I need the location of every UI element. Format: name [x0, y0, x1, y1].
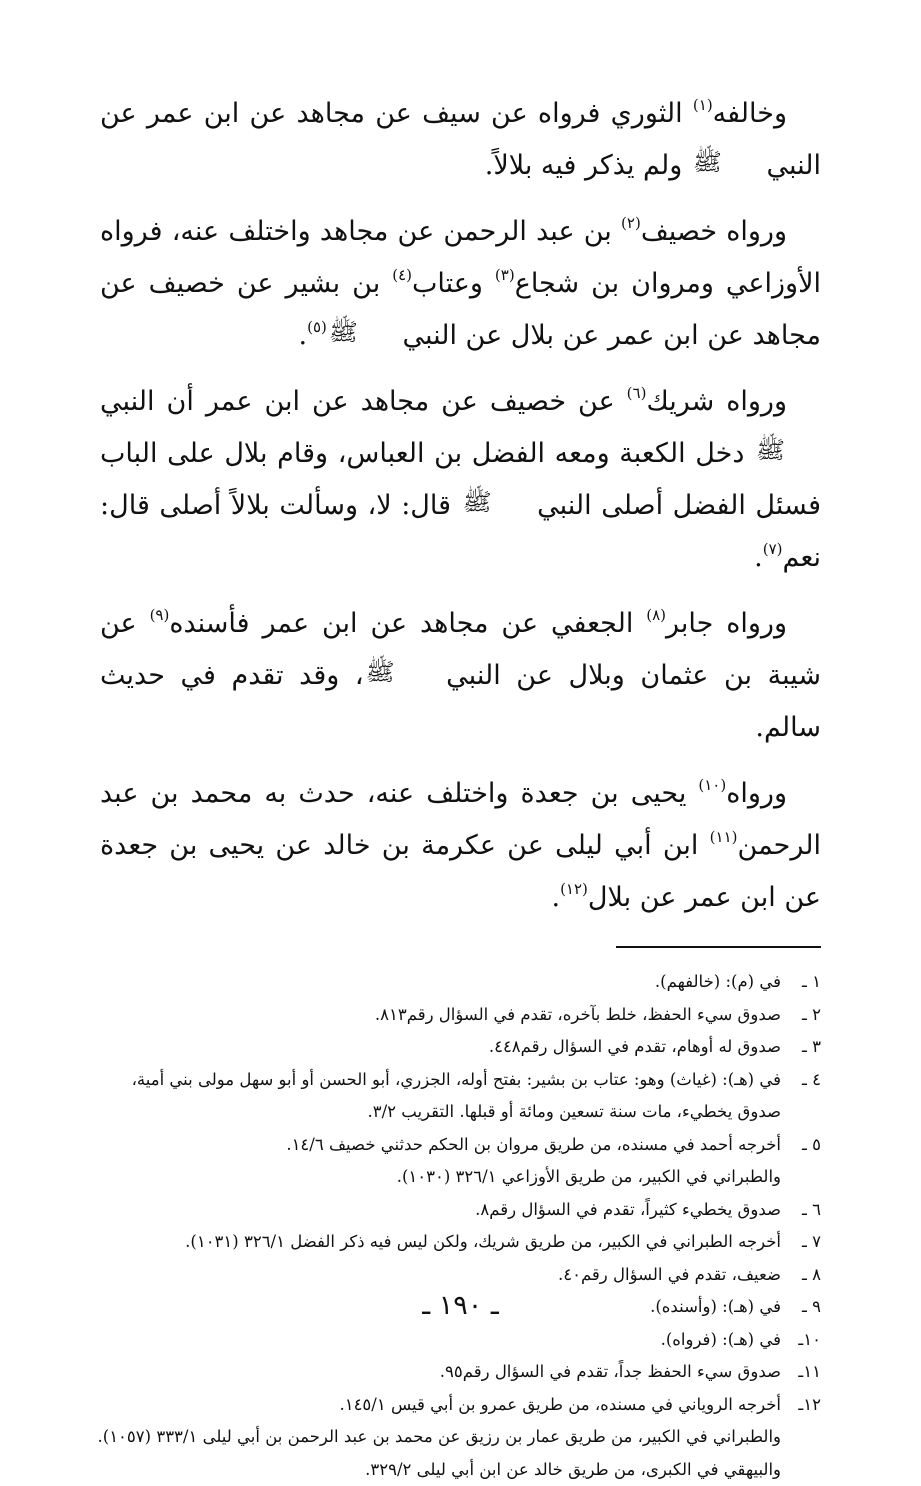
footnote-text — [100, 966, 781, 999]
footnote-line: صدوق يخطيء كثيراً، تقدم في السؤال رقم٨. — [100, 1194, 781, 1227]
footnote-number: ٨ ـ — [781, 1259, 821, 1292]
footnote-line: في (هـ): (غياث) وهو: عتاب بن بشير: بفتح أوله، الجزري، أبو الحسن أو أبو سهل مولى بني أمية، — [100, 1064, 781, 1097]
footnote-ref[interactable]: (٢) — [621, 214, 641, 232]
footnote-number: ٣ ـ — [781, 1031, 821, 1064]
footnote-text — [100, 1064, 781, 1129]
footnote-ref[interactable]: (٣) — [495, 266, 515, 284]
footnote-ref[interactable]: (٥) — [307, 318, 327, 336]
salawat-ligature: ﷺ — [756, 438, 819, 462]
footnote-line: في (هـ): (فرواه). — [100, 1324, 781, 1357]
footnote-ref[interactable]: (١) — [693, 96, 713, 114]
footnote-number: ١ ـ — [781, 966, 821, 999]
main-text — [100, 88, 821, 924]
paragraph-4: ورواه جابر$^{(٨)}$ الجعفي عن مجاهد عن ابن عمر فأسنده$^{(٩)}$ عن شيبة بن عثمان وبلال عن النبي ﷺ، وقد تقدم في حديث سالم. — [100, 598, 821, 754]
footnote-line: أخرجه أحمد في مسنده، من طريق مروان بن الحكم حدثني خصيف ١٤/٦. — [100, 1129, 781, 1162]
footnote-item — [100, 1259, 821, 1292]
footnote-item — [100, 999, 821, 1032]
footnote-divider — [616, 946, 821, 948]
footnote-line: في (هـ): (وأسنده). — [100, 1291, 781, 1324]
footnote-text — [100, 1129, 781, 1194]
footnote-item — [100, 1129, 821, 1194]
salawat-ligature: ﷺ — [463, 490, 526, 514]
footnote-item — [100, 1031, 821, 1064]
paragraph-5: ورواه$^{(١٠)}$ يحيى بن جعدة واختلف عنه، حدث به محمد بن عبد الرحمن$^{(١١)}$ ابن أبي ليلى عن عكرمة بن خالد عن يحيى بن جعدة عن ابن عمر عن بلال$^{(١٢)}$. — [100, 768, 821, 924]
footnote-ref[interactable]: (١٠) — [698, 776, 726, 794]
footnote-line: صدوق سيء الحفظ جداً، تقدم في السؤال رقم٩٥. — [100, 1356, 781, 1389]
footnote-ref[interactable]: (٧) — [763, 540, 783, 558]
footnote-line: أخرجه الطبراني في الكبير، من طريق شريك، ولكن ليس فيه ذكر الفضل ٣٢٦/١ (١٠٣١). — [100, 1226, 781, 1259]
footnote-ref[interactable]: (٨) — [646, 606, 666, 624]
footnote-line: أخرجه الروياني في مسنده، من طريق عمرو بن أبي قيس ١٤٥/١. — [98, 1389, 782, 1422]
salawat-ligature: ﷺ — [329, 320, 392, 344]
footnote-number: ٩ ـ — [781, 1291, 821, 1324]
footnote-line: في (م): (خالفهم). — [100, 966, 781, 999]
salawat-ligature: ﷺ — [366, 660, 429, 684]
footnote-ref[interactable]: (٤) — [392, 266, 412, 284]
footnote-text — [100, 1226, 781, 1259]
footnote-line: صدوق له أوهام، تقدم في السؤال رقم٤٤٨. — [100, 1031, 781, 1064]
footnote-text — [100, 1324, 781, 1357]
footnote-line: والطبراني في الكبير، من طريق عمار بن رزيق عن محمد بن عبد الرحمن بن أبي ليلى ٣٣٣/١ (١٠٥٧). — [98, 1421, 782, 1454]
paragraph-1: وخالفه$^{(١)}$ الثوري فرواه عن سيف عن مجاهد عن ابن عمر عن النبي ﷺ ولم يذكر فيه بلالاً. — [100, 88, 821, 192]
footnote-item — [100, 966, 821, 999]
footnote-item — [100, 1194, 821, 1227]
page-content — [100, 88, 821, 1486]
footnote-item — [100, 1389, 821, 1486]
footnote-text — [100, 1259, 781, 1292]
footnote-number: ١٠ـ — [781, 1324, 821, 1357]
footnote-number: ٧ ـ — [781, 1226, 821, 1259]
page-number: ـ ١٩٠ ـ — [0, 1290, 921, 1321]
salawat-ligature: ﷺ — [693, 150, 756, 174]
footnote-line: والطبراني في الكبير، من طريق الأوزاعي ٣٢٦/١ (١٠٣٠). — [100, 1161, 781, 1194]
footnote-text — [100, 1031, 781, 1064]
paragraph-3: ورواه شريك$^{(٦)}$ عن خصيف عن مجاهد عن ابن عمر أن النبي ﷺ دخل الكعبة ومعه الفضل بن العباس، وقام بلال على الباب فسئل الفضل أصلى النبي ﷺ قال: لا، وسألت بلالاً أصلى قال: نعم$^{(٧)}$. — [100, 376, 821, 584]
footnote-text — [100, 999, 781, 1032]
footnote-item — [100, 1226, 821, 1259]
footnote-text — [98, 1389, 782, 1486]
footnote-number: ١٢ـ — [781, 1389, 821, 1422]
footnote-ref[interactable]: (١١) — [710, 828, 738, 846]
footnote-item — [100, 1324, 821, 1357]
footnote-number: ٦ ـ — [781, 1194, 821, 1227]
footnote-number: ٢ ـ — [781, 999, 821, 1032]
footnote-number: ١١ـ — [781, 1356, 821, 1389]
footnotes — [100, 966, 821, 1486]
footnote-text — [100, 1194, 781, 1227]
footnote-number: ٤ ـ — [781, 1064, 821, 1097]
footnote-line: والبيهقي في الكبرى، من طريق خالد عن ابن أبي ليلى ٣٢٩/٢. — [98, 1454, 782, 1486]
footnote-ref[interactable]: (٦) — [627, 384, 647, 402]
footnote-line: صدوق يخطيء، مات سنة تسعين ومائة أو قبلها. التقريب ٣/٢. — [100, 1096, 781, 1129]
footnote-number: ٥ ـ — [781, 1129, 821, 1162]
footnote-item — [100, 1064, 821, 1129]
footnote-ref[interactable]: (٩) — [150, 606, 170, 624]
paragraph-2: ورواه خصيف$^{(٢)}$ بن عبد الرحمن عن مجاهد واختلف عنه، فرواه الأوزاعي ومروان بن شجاع$^{(٣)}$ وعتاب$^{(٤)}$ بن بشير عن خصيف عن مجاهد عن ابن عمر عن بلال عن النبي ﷺ$^{(٥)}$. — [100, 206, 821, 362]
footnote-line: ضعيف، تقدم في السؤال رقم٤٠. — [100, 1259, 781, 1292]
footnote-ref[interactable]: (١٢) — [560, 880, 588, 898]
footnote-line: صدوق سيء الحفظ، خلط بآخره، تقدم في السؤال رقم٨١٣. — [100, 999, 781, 1032]
